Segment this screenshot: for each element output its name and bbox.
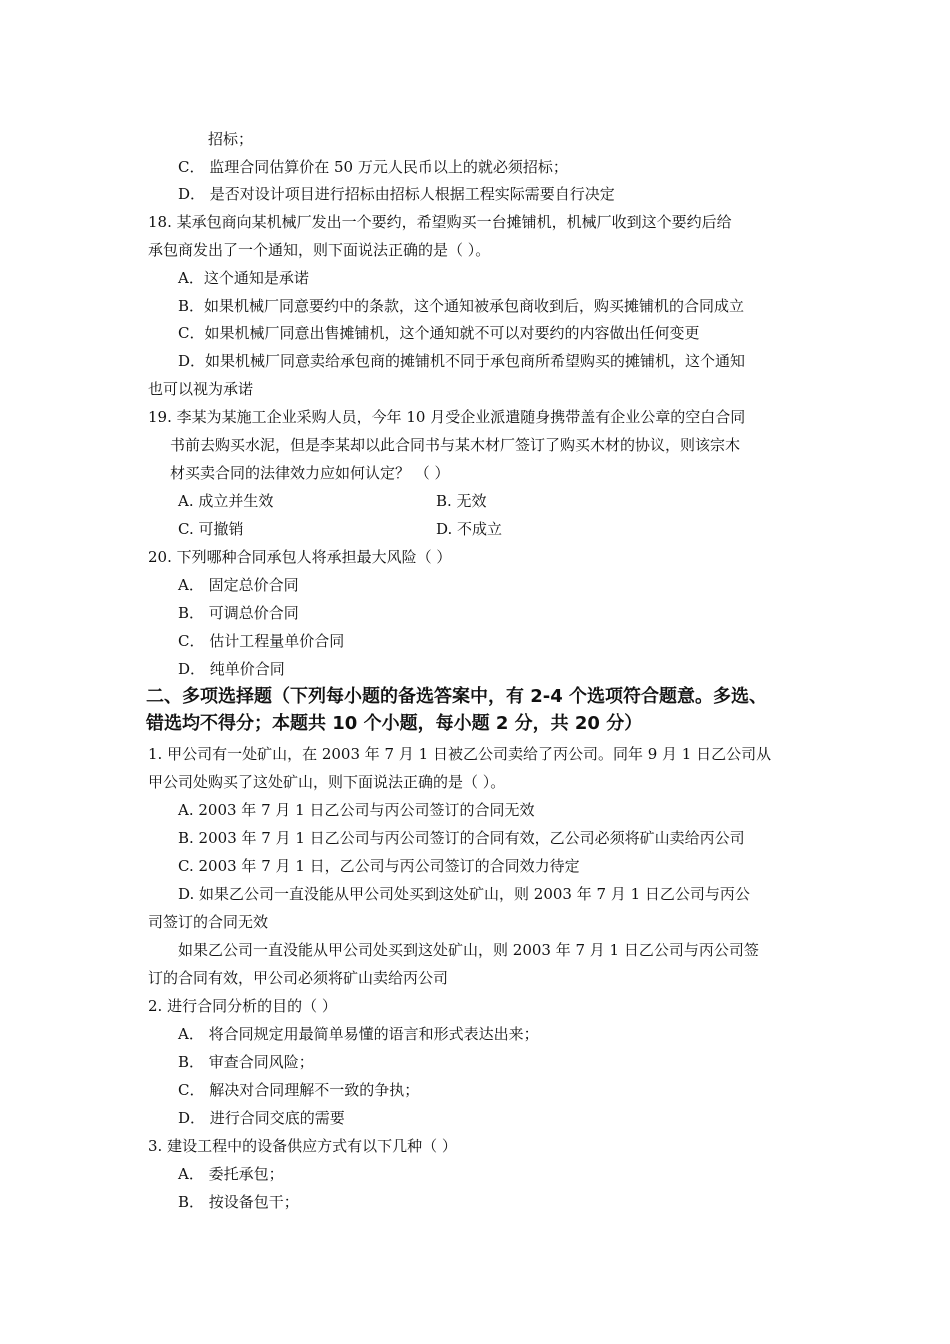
option-d: D. 不成立: [436, 520, 503, 538]
question-18: 18. 某承包商向某机械厂发出一个要约，希望购买一台摊铺机，机械厂收到这个要约后给: [148, 213, 732, 231]
option-b: B. 无效: [436, 492, 487, 510]
text-line: 招标；: [208, 130, 254, 148]
option-d: D．如果机械厂同意卖给承包商的摊铺机不同于承包商所希望购买的摊铺机，这个通知: [178, 352, 746, 370]
option-e: 如果乙公司一直没能从甲公司处买到这处矿山，则 2003 年 7 月 1 日乙公司与丙公司签: [178, 941, 759, 959]
option-b: B．如果机械厂同意要约中的条款，这个通知被承包商收到后，购买摊铺机的合同成立: [178, 297, 745, 315]
section-heading: 二、多项选择题（下列每小题的备选答案中，有 2-4 个选项符合题意。多选、: [146, 686, 768, 707]
option-d: D． 进行合同交底的需要: [178, 1109, 345, 1127]
option-c: C．如果机械厂同意出售摊铺机，这个通知就不可以对要约的内容做出任何变更: [178, 324, 700, 342]
option-e-cont: 订的合同有效，甲公司必须将矿山卖给丙公司: [148, 969, 449, 987]
option-d-cont: 也可以视为承诺: [148, 380, 254, 398]
option-b: B． 审查合同风险；: [178, 1053, 314, 1071]
question-2: 2. 进行合同分析的目的（ ）: [148, 997, 337, 1015]
option-b: B． 可调总价合同: [178, 604, 299, 622]
option-c: C. 2003 年 7 月 1 日，乙公司与丙公司签订的合同效力待定: [178, 857, 580, 875]
option-a: A． 将合同规定用最简单易懂的语言和形式表达出来；: [178, 1025, 539, 1043]
option-d-cont: 司签订的合同无效: [148, 913, 269, 931]
question-19: 19. 李某为某施工企业采购人员，今年 10 月受企业派遣随身携带盖有企业公章的空白合同: [148, 408, 746, 426]
question-19-cont: 书前去购买水泥，但是李某却以此合同书与某木材厂签订了购买木材的协议，则该宗木: [170, 436, 741, 454]
question-3: 3. 建设工程中的设备供应方式有以下几种（ ）: [148, 1137, 457, 1155]
option-a: A. 2003 年 7 月 1 日乙公司与丙公司签订的合同无效: [178, 801, 535, 819]
option-b: B. 2003 年 7 月 1 日乙公司与丙公司签订的合同有效，乙公司必须将矿山卖给丙公司: [178, 829, 745, 847]
option-c: C． 监理合同估算价在 50 万元人民币以上的就必须招标；: [178, 158, 568, 176]
question-18-cont: 承包商发出了一个通知，则下面说法正确的是（ ）。: [148, 241, 491, 259]
question-19-cont: 材买卖合同的法律效力应如何认定？ （ ）: [170, 464, 450, 482]
option-b: B． 按设备包干；: [178, 1193, 299, 1211]
question-1-cont: 甲公司处购买了这处矿山，则下面说法正确的是（ ）。: [148, 773, 506, 791]
option-a: A. 成立并生效: [178, 492, 274, 510]
option-c: C． 估计工程量单价合同: [178, 632, 345, 650]
option-a: A． 固定总价合同: [178, 576, 299, 594]
option-d: D． 纯单价合同: [178, 660, 285, 678]
option-c: C. 可撤销: [178, 520, 244, 538]
question-1: 1. 甲公司有一处矿山，在 2003 年 7 月 1 日被乙公司卖给了丙公司。同年 9 月 1 日乙公司从: [148, 745, 772, 763]
option-c: C． 解决对合同理解不一致的争执；: [178, 1081, 420, 1099]
section-heading-cont: 错选均不得分；本题共 10 个小题，每小题 2 分，共 20 分）: [146, 713, 643, 734]
option-a: A． 委托承包；: [178, 1165, 284, 1183]
option-d: D. 如果乙公司一直没能从甲公司处买到这处矿山，则 2003 年 7 月 1 日乙公司与丙公: [178, 885, 750, 903]
option-a: A．这个通知是承诺: [178, 269, 309, 287]
question-20: 20. 下列哪种合同承包人将承担最大风险（ ）: [148, 548, 452, 566]
option-d: D． 是否对设计项目进行招标由招标人根据工程实际需要自行决定: [178, 185, 615, 203]
